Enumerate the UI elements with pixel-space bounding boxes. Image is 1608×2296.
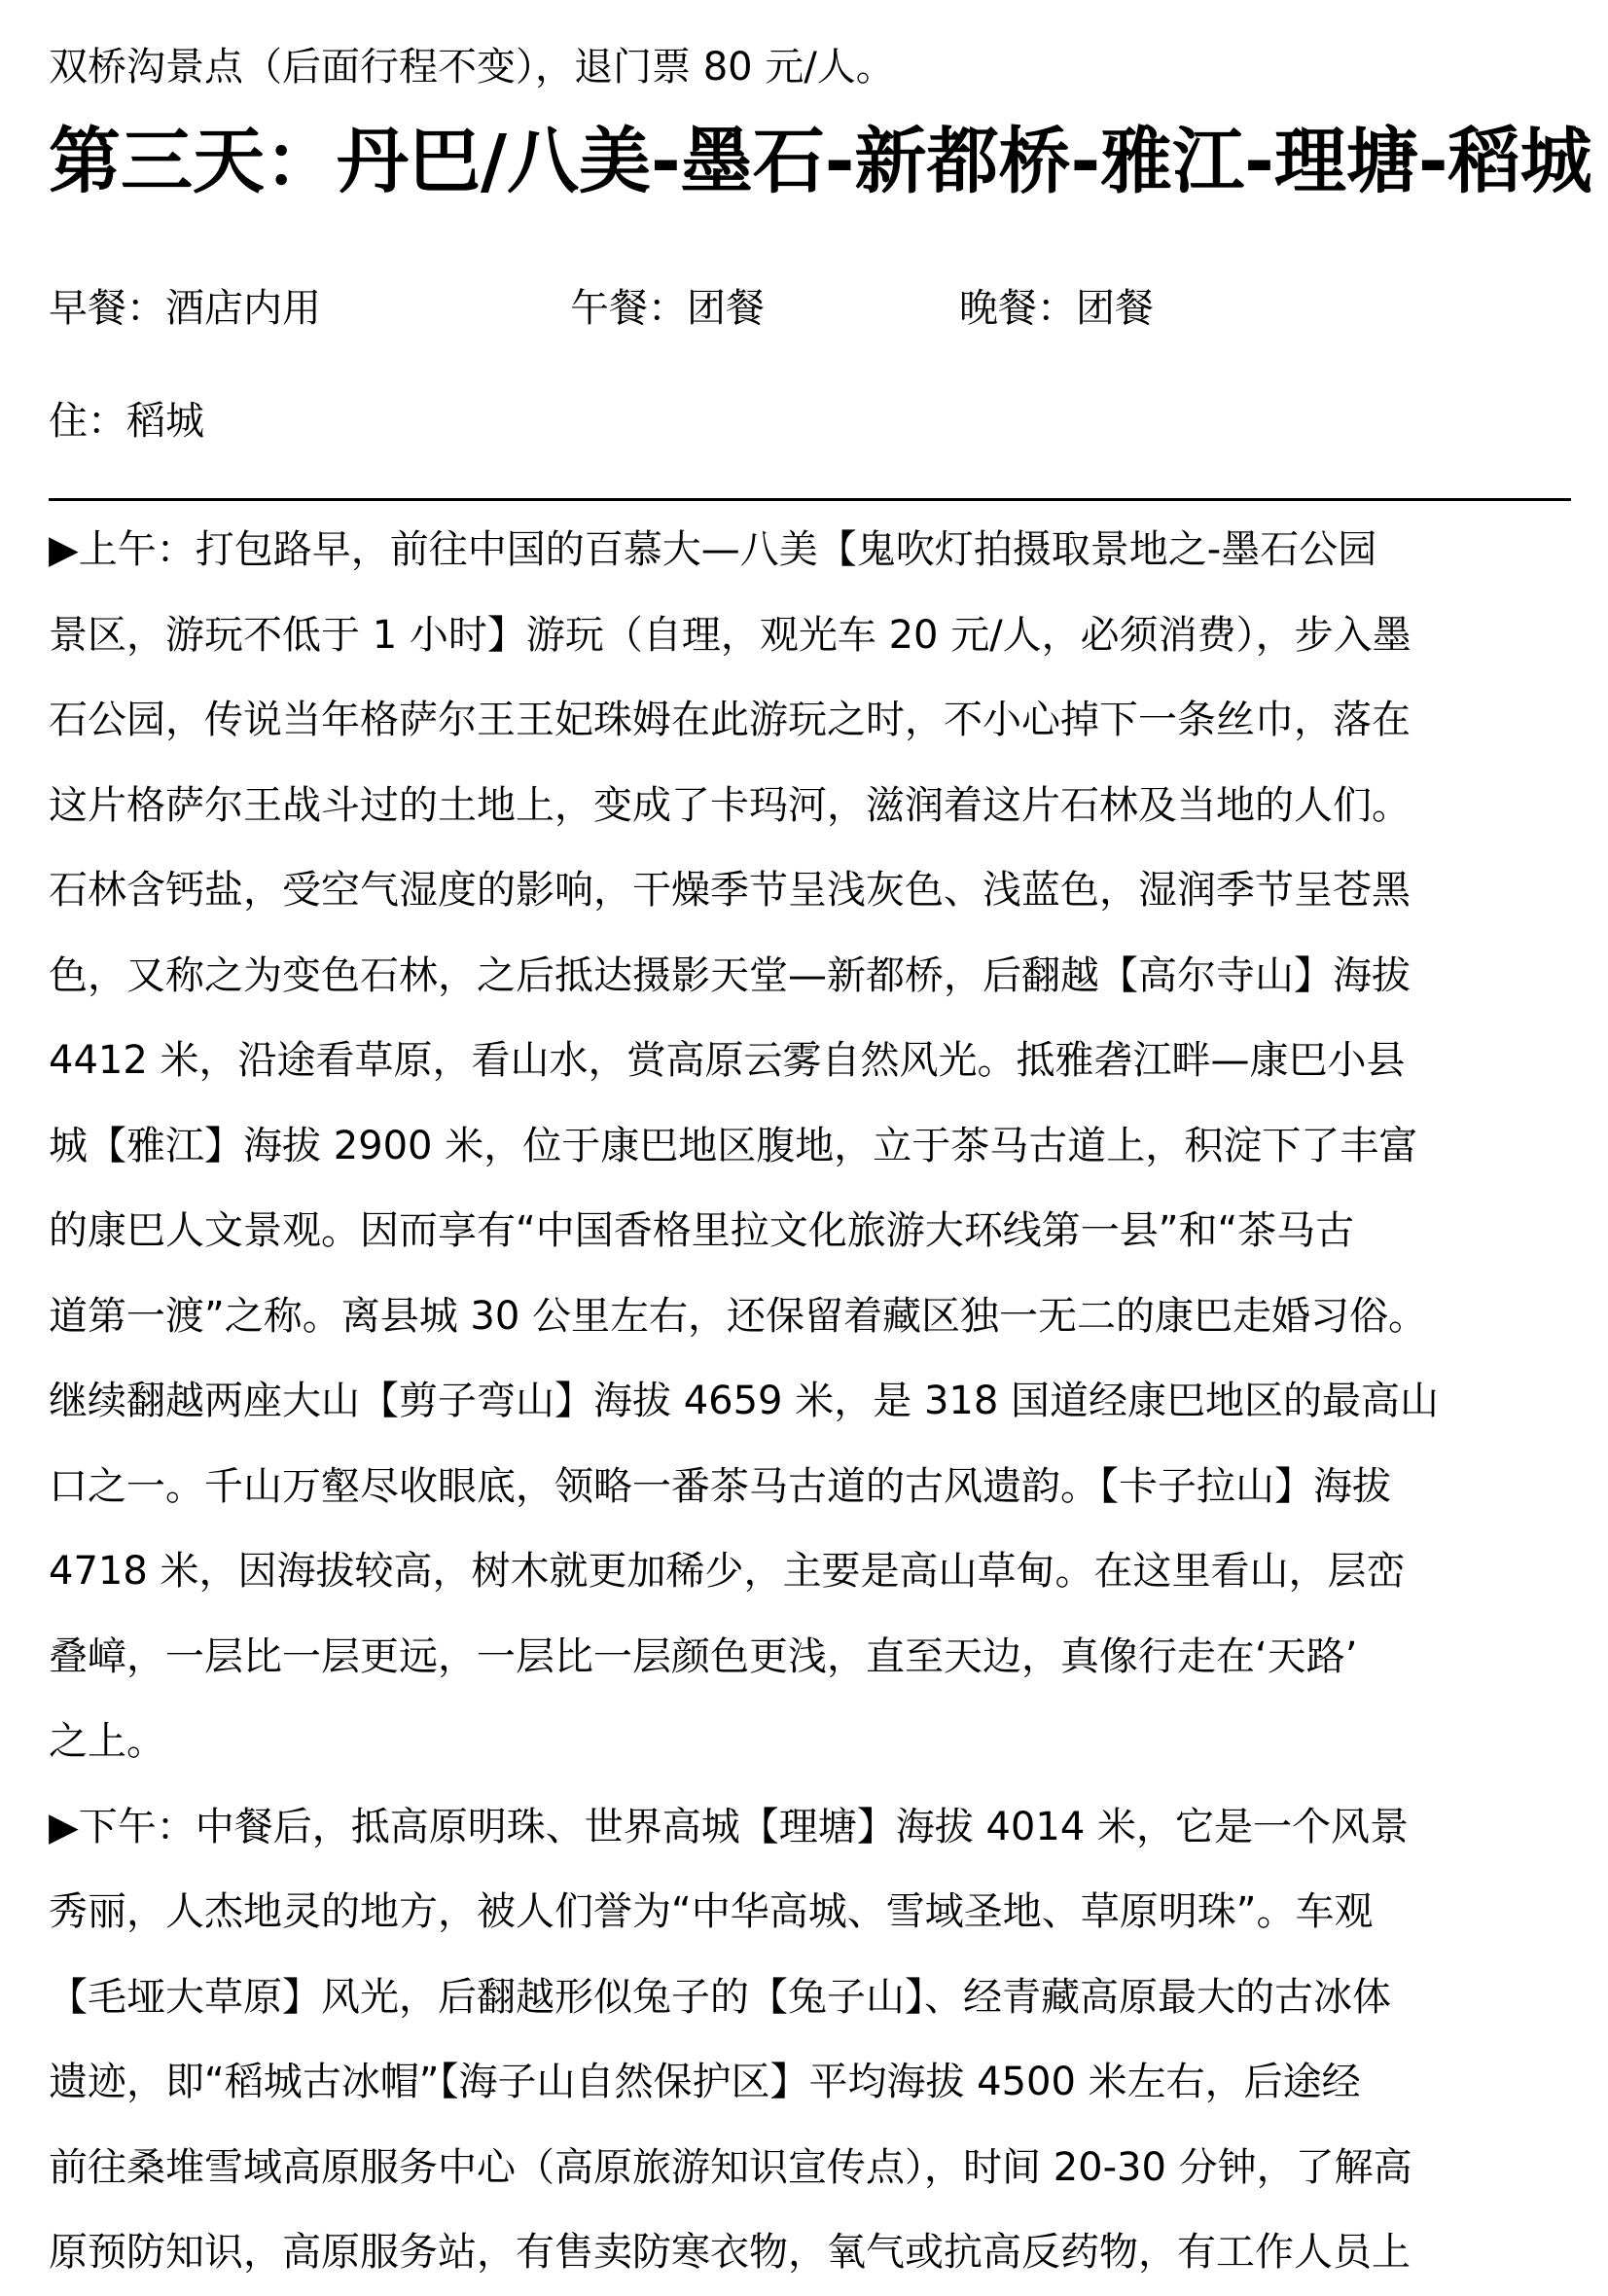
itinerary-line: ▶上午：打包路早，前往中国的百慕大—八美【鬼吹灯拍摄取景地之-墨石公园 [49,527,1377,572]
itinerary-line: 道第一渡”之称。离县城 30 公里左右，还保留着藏区独一无二的康巴走婚习俗。 [49,1293,1428,1339]
itinerary-line: 叠嶂，一层比一层更远，一层比一层颜色更浅，直至天边，真像行走在‘天路’ [49,1633,1358,1679]
itinerary-line: 4412 米，沿途看草原，看山水，赏高原云雾自然风光。抵雅砻江畔—康巴小县 [49,1038,1406,1083]
itinerary-line: 景区，游玩不低于 1 小时】游玩（自理，观光车 20 元/人，必须消费），步入墨 [49,612,1411,658]
itinerary-line: 原预防知识，高原服务站，有售卖防寒衣物，氧气或抗高反药物，有工作人员上 [49,2230,1411,2275]
itinerary-line: 【毛垭大草原】风光，后翻越形似兔子的【兔子山】、经青藏高原最大的古冰体 [49,1974,1391,2020]
meals-row [49,280,1571,337]
breakfast-info: 早餐：酒店内用 [49,286,321,331]
previous-day-note: 双桥沟景点（后面行程不变），退门票 80 元/人。 [49,45,895,90]
itinerary-line: 前往桑堆雪域高原服务中心（高原旅游知识宣传点），时间 20-30 分钟，了解高 [49,2144,1412,2190]
itinerary-line: 石林含钙盐，受空气湿度的影响，干燥季节呈浅灰色、浅蓝色，湿润季节呈苍黑 [49,868,1411,913]
lunch-info: 午餐：团餐 [570,286,765,331]
itinerary-text [49,508,1571,2296]
itinerary-line: 4718 米，因海拔较高，树木就更加稀少，主要是高山草甸。在这里看山，层峦 [49,1549,1406,1594]
accommodation-info: 住：稻城 [49,399,204,444]
itinerary-line: 城【雅江】海拔 2900 米，位于康巴地区腹地，立于茶马古道上，积淀下了丰富 [49,1123,1418,1168]
itinerary-line: 石公园，传说当年格萨尔王王妃珠姆在此游玩之时，不小心掉下一条丝巾，落在 [49,698,1411,742]
itinerary-line: 口之一。千山万壑尽收眼底，领略一番茶马古道的古风遗韵。【卡子拉山】海拔 [49,1463,1391,1509]
day-title: 第三天：丹巴/八美-墨石-新都桥-雅江-理塘-稻城 [49,120,1592,203]
itinerary-line: 这片格萨尔王战斗过的土地上，变成了卡玛河，滋润着这片石林及当地的人们。 [49,782,1411,828]
itinerary-line: 之上。 [49,1719,165,1764]
itinerary-line: 秀丽，人杰地灵的地方，被人们誉为“中华高城、雪域圣地、草原明珠”。车观 [49,1889,1374,1934]
itinerary-line: 继续翻越两座大山【剪子弯山】海拔 4659 米，是 318 国道经康巴地区的最高山 [49,1379,1440,1423]
itinerary-line: 的康巴人文景观。因而享有“中国香格里拉文化旅游大环线第一县”和“茶马古 [49,1208,1355,1253]
itinerary-line: ▶下午：中餐后，抵高原明珠、世界高城【理塘】海拔 4014 米，它是一个风景 [49,1804,1409,1849]
itinerary-line: 遗迹，即“稻城古冰帽”【海子山自然保护区】平均海拔 4500 米左右，后途经 [49,2060,1361,2104]
divider-line [49,498,1571,501]
itinerary-line: 色，又称之为变色石林，之后抵达摄影天堂—新都桥，后翻越【高尔寺山】海拔 [49,952,1411,998]
dinner-info: 晚餐：团餐 [959,286,1154,331]
